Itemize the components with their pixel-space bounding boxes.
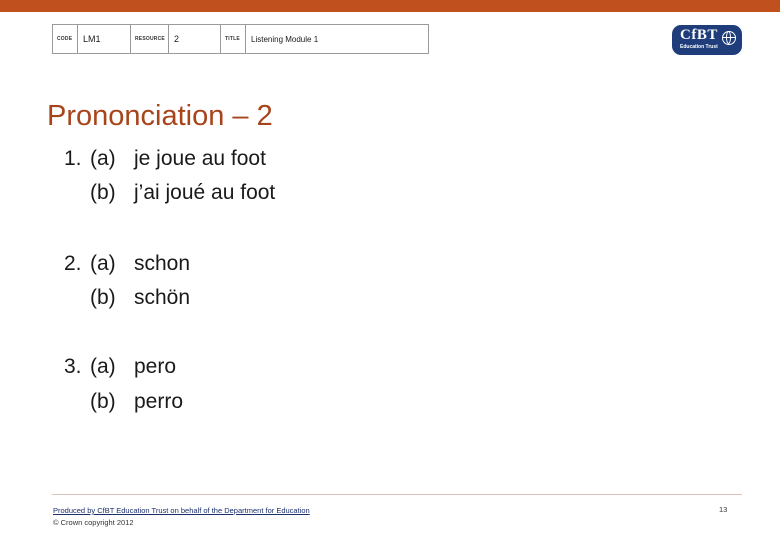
resource-label: RESOURCE — [131, 25, 169, 53]
slide-title: Prononciation – 2 — [47, 100, 273, 132]
item-number: 3. — [64, 355, 82, 378]
item-letter: (b) — [90, 181, 116, 204]
cfbt-logo — [672, 25, 742, 55]
item-phrase: j’ai joué au foot — [134, 181, 276, 204]
item-letter: (a) — [90, 355, 116, 378]
item-letter: (b) — [90, 390, 116, 413]
item-phrase: schön — [134, 286, 191, 309]
footer-divider — [52, 494, 742, 495]
logo-subtitle: Education Trust — [680, 44, 718, 50]
footer-produced-by-link[interactable]: Produced by CfBT Education Trust on behalf of the Department for Education — [53, 506, 310, 515]
item-letter: (b) — [90, 286, 116, 309]
item-letter: (a) — [90, 147, 116, 170]
globe-icon — [722, 31, 736, 45]
footer-copyright: © Crown copyright 2012 — [53, 518, 134, 527]
resource-info-table — [52, 24, 429, 54]
code-value: LM1 — [78, 25, 131, 53]
title-label: TITLE — [221, 25, 246, 53]
logo-wordmark: CfBT — [680, 27, 718, 43]
item-phrase: perro — [134, 390, 184, 413]
code-label: CODE — [53, 25, 78, 53]
item-letter: (a) — [90, 252, 116, 275]
item-phrase: schon — [134, 252, 191, 275]
top-accent-bar — [0, 0, 780, 12]
title-value: Listening Module 1 — [251, 34, 319, 44]
resource-value: 2 — [169, 25, 221, 53]
item-phrase: pero — [134, 355, 177, 378]
item-number: 1. — [64, 147, 82, 170]
item-number: 2. — [64, 252, 82, 275]
item-phrase: je joue au foot — [134, 147, 266, 170]
page-number: 13 — [719, 505, 728, 514]
